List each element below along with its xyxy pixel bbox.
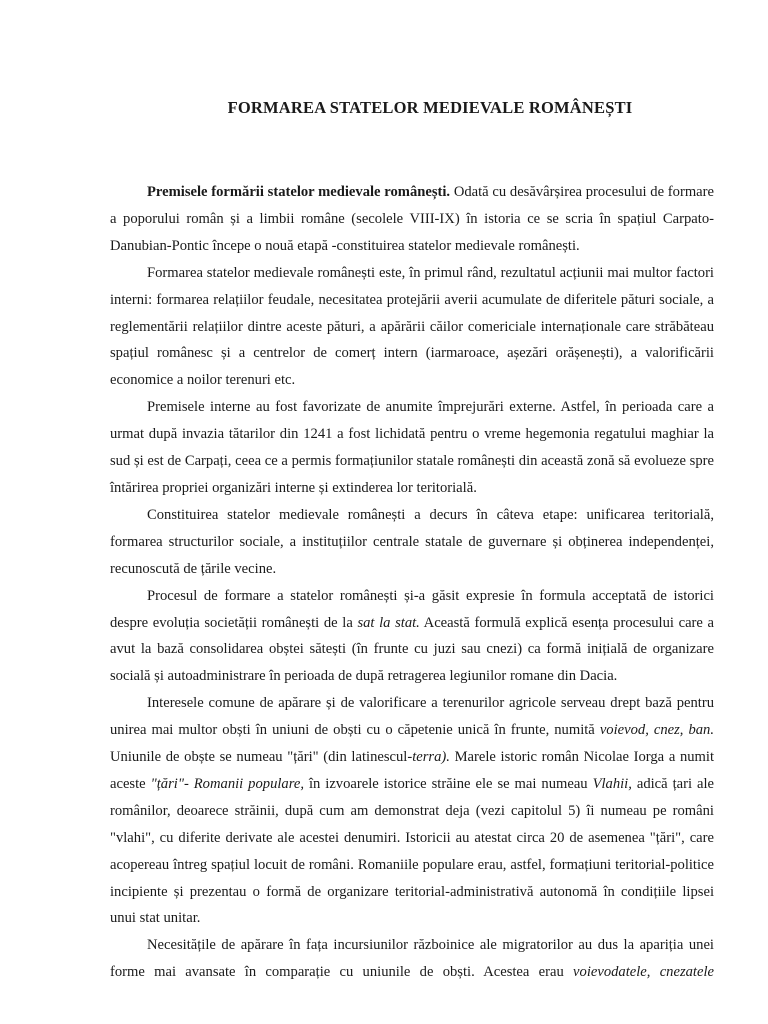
text-run: Formarea statelor medievale românești este, în primul rând, rezultatul acțiunii mai multor factori interni: formarea relațiilor feudale, necesitatea protejării averii acumulate de diferitele pături sociale, a reglementării relațiilor dintre aceste pături, a apărării căilor comericiale internaționale care străbăteau spațiul românesc și a centrelor de comerț intern (iarmaroace, așezări orășenești), a valorificării economice a noilor terenuri etc. [110, 264, 714, 389]
paragraph [110, 502, 714, 583]
italic-text: "țări"- Romanii populare, [150, 775, 304, 792]
document-title: FORMAREA STATELOR MEDIEVALE ROMÂNEȘTI [227, 98, 633, 117]
text-run: în izvoarele istorice străine ele se mai numeau [304, 775, 593, 792]
text-run: Constituirea statelor medievale românești a decurs în câteva etape: unificarea teritorială, formarea structurilor sociale, a instituțiilor centrale statale de guvernare și obținerea independenței, recunoscută de țările vecine. [110, 506, 714, 577]
italic-text: Vlahii, [592, 775, 632, 792]
text-run: Procesul de formare a statelor românești și-a găsit expresie în formula acceptată de istorici despre evoluția societății românești de la [110, 587, 714, 631]
text-run: Odată cu desăvârșirea procesului de formare a poporului român și a limbii române (secolele VIII-IX) în istoria ce se scria în spațiul Carpato-Danubian-Pontic începe o nouă etapă -constituirea statelor medievale românești. [110, 184, 714, 254]
paragraph [110, 394, 714, 502]
document-body [110, 179, 714, 986]
italic-text: voievod, cnez, ban. [599, 722, 714, 739]
text-run: Necesitățile de apărare în fața incursiunilor războinice ale migratorilor au dus la apariția unei forme mai avansate în comparație cu uniunile de obști. Acestea erau [110, 937, 714, 981]
paragraph [110, 690, 714, 932]
text-run: Uniunile de obște se numeau "țări" (din latinescul- [110, 749, 413, 766]
paragraph [110, 260, 714, 395]
paragraph [110, 932, 714, 986]
italic-text: terra). [412, 749, 450, 766]
bold-text: Premisele formării statelor medievale românești. [147, 184, 451, 200]
italic-text: voievodatele, cnezatele [573, 964, 714, 981]
paragraph [110, 179, 714, 260]
text-run: Marele istoric român Nicolae Iorga a numit aceste [110, 749, 714, 792]
text-run: Această formulă explică esența procesului care a avut la bază consolidarea obștei sătești (în frunte cu juzi sau cnezi) ca formă inițială de organizare socială și autoadministrare în perioada de după retragerea legiunilor romane din Dacia. [110, 614, 714, 685]
paragraph [110, 583, 714, 691]
text-run: Premisele interne au fost favorizate de anumite împrejurări externe. Astfel, în perioada care a urmat după invazia tătarilor din 1241 a fost lichidată pentru o vreme hegemonia regatului maghiar la sud și est de Carpați, ceea ce a permis formațiunilor statale românești din această zonă să evolueze spre întărirea propriei organizări interne și extinderea lor teritorială. [110, 399, 714, 496]
text-run: adică țari ale românilor, deoarece străinii, după cum am demonstrat deja (vezi capitolul 5) îi numeau pe români "vlahi", cu diferite derivate ale acestei denumiri. Istoricii au atestat circa 20 de asemenea "țări", care acopereau întreg spațiul locuit de români. Romaniile populare erau, astfel, formațiuni teritorial-politice incipiente și prezentau o formă de organizare teritorial-administrativă autonomă în condițiile lipsei unui stat unitar. [110, 775, 715, 927]
text-run: Interesele comune de apărare și de valorificare a terenurilor agricole serveau drept bază pentru unirea mai multor obști în uniuni de obști cu o căpetenie unică în frunte, numită [110, 695, 714, 739]
italic-text: sat la stat. [357, 614, 420, 631]
